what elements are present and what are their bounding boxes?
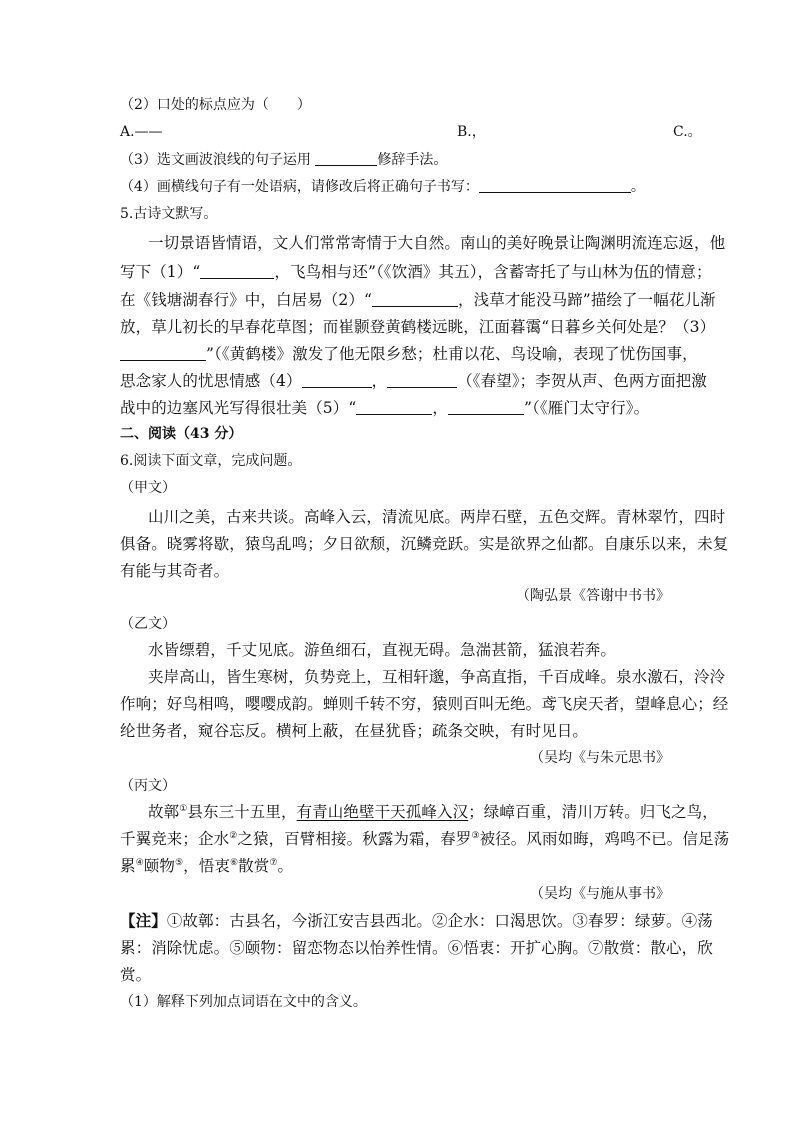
jia-line-2: 俱备。晓雾将歇，猿鸟乱鸣；夕日欲颓，沉鳞竞跃。实是欲界之仙都。自康乐以来，未复 [120,535,729,553]
yi-line-2: 夹岸高山，皆生寒树，负势竞上，互相轩邈，争高直指，千百成峰。泉水激石，泠泠 [148,668,726,686]
q4-part3: （3）选文画波浪线的句子运用 修辞手法。 [120,152,448,168]
bing-line-1: 故鄣①县东三十五里，有青山绝壁干天孤峰入汉；绿嶂百重，清川万转。归飞之鸟， [148,803,718,821]
note-line-3: 赏。 [120,966,152,984]
bing-label: （丙文） [120,778,176,794]
bing-line-3: 累④颐物⑤，悟衷⑥散赏⑦。 [120,857,294,875]
answer-blank[interactable] [356,400,432,415]
yi-label: （乙文） [120,616,176,632]
jia-line-3: 有能与其奇者。 [120,562,230,580]
jia-label: （甲文） [120,480,176,496]
underlined-sentence: 有青山绝壁干天孤峰入汉 [296,803,469,821]
bing-line-2: 千翼竞来；企水②之猿，百臂相接。秋露为霜，春罗③被径。风雨如晦，鸡鸣不已。信足荡 [120,830,730,848]
option-a[interactable]: A.—— [120,124,163,140]
q5-line-7: 战中的边塞风光写得很壮美（5）“ ， ”（《雁门太守行》。 [120,399,650,417]
q4-part4: （4）画横线句子有一处语病，请修改后将正确句子书写： 。 [120,179,645,195]
section-heading: 二、阅读（43 分） [120,426,243,442]
jia-source: （陶弘景《答谢中书书》 [516,588,670,604]
q5-line-4: 放，草儿初长的早春花草图；而崔颢登黄鹤楼远眺，江面暮霭“日暮乡关何处是？（3） [120,318,716,336]
option-c[interactable]: C.。 [673,124,702,140]
q6-part1: （1）解释下列加点词语在文中的含义。 [120,994,367,1010]
yi-line-4: 纶世务者，窥谷忘反。横柯上蔽，在昼犹昏；疏条交映，有时见日。 [120,722,589,740]
answer-blank[interactable] [387,373,457,388]
q5-line-1: 一切景语皆情语，文人们常常寄情于大自然。南山的美好晚景让陶渊明流连忘返，他 [148,234,726,252]
q5-line-6: 思念家人的忧思情感（4） ， （《春望》；李贺从声、色两方面把激 [120,372,707,390]
note-line-2: 累：消除忧虑。⑤颐物：留恋物态以怡养性情。⑥悟衷：开扩心胸。⑦散赏：散心，欣 [120,939,713,957]
bing-source: （吴均《与施从事书》 [530,886,670,902]
answer-blank[interactable] [372,292,458,307]
jia-line-1: 山川之美，古来共谈。高峰入云，清流见底。两岸石壁，五色交辉。青林翠竹，四时 [148,508,726,526]
yi-line-1: 水皆缥碧，千丈见底。游鱼细石，直视无碍。急湍甚箭，猛浪若奔。 [148,641,617,659]
yi-source: （吴均《与朱元思书》 [530,750,670,766]
q4-part2-options [120,122,702,142]
answer-blank[interactable] [479,178,631,193]
option-b[interactable]: B.， [457,124,486,140]
q5-line-5: ”（《黄鹤楼》激发了他无限乡愁；杜甫以花、鸟设喻，表现了忧伤国事， [120,344,680,364]
q4-part2-stem: （2）口处的标点应为（ ） [120,97,311,113]
note-line-1: 【注】①故鄣：古县名，今浙江安吉县西北。②企水：口渴思饮。③春罗：绿萝。④荡 [120,911,713,930]
q5-line-3: 在《钱塘湖春行》中，白居易（2）“ ，浅草才能没马蹄”描绘了一幅花儿渐 [120,291,716,309]
answer-blank[interactable] [302,373,372,388]
q5-line-2: 写下（1）“ ，飞鸟相与还”（《饮酒》其五），含蓄寄托了与山林为伍的情意； [120,263,712,281]
answer-blank[interactable] [448,400,524,415]
q6-title: 6.阅读下面文章，完成问题。 [120,453,302,469]
q5-title: 5.古诗文默写。 [120,206,218,222]
answer-blank[interactable] [120,346,206,361]
answer-blank[interactable] [315,151,377,166]
answer-blank[interactable] [200,264,274,279]
yi-line-3: 作响；好鸟相鸣，嘤嘤成韵。蝉则千转不穷，猿则百叫无绝。鸢飞戾天者，望峰息心；经 [120,695,729,713]
